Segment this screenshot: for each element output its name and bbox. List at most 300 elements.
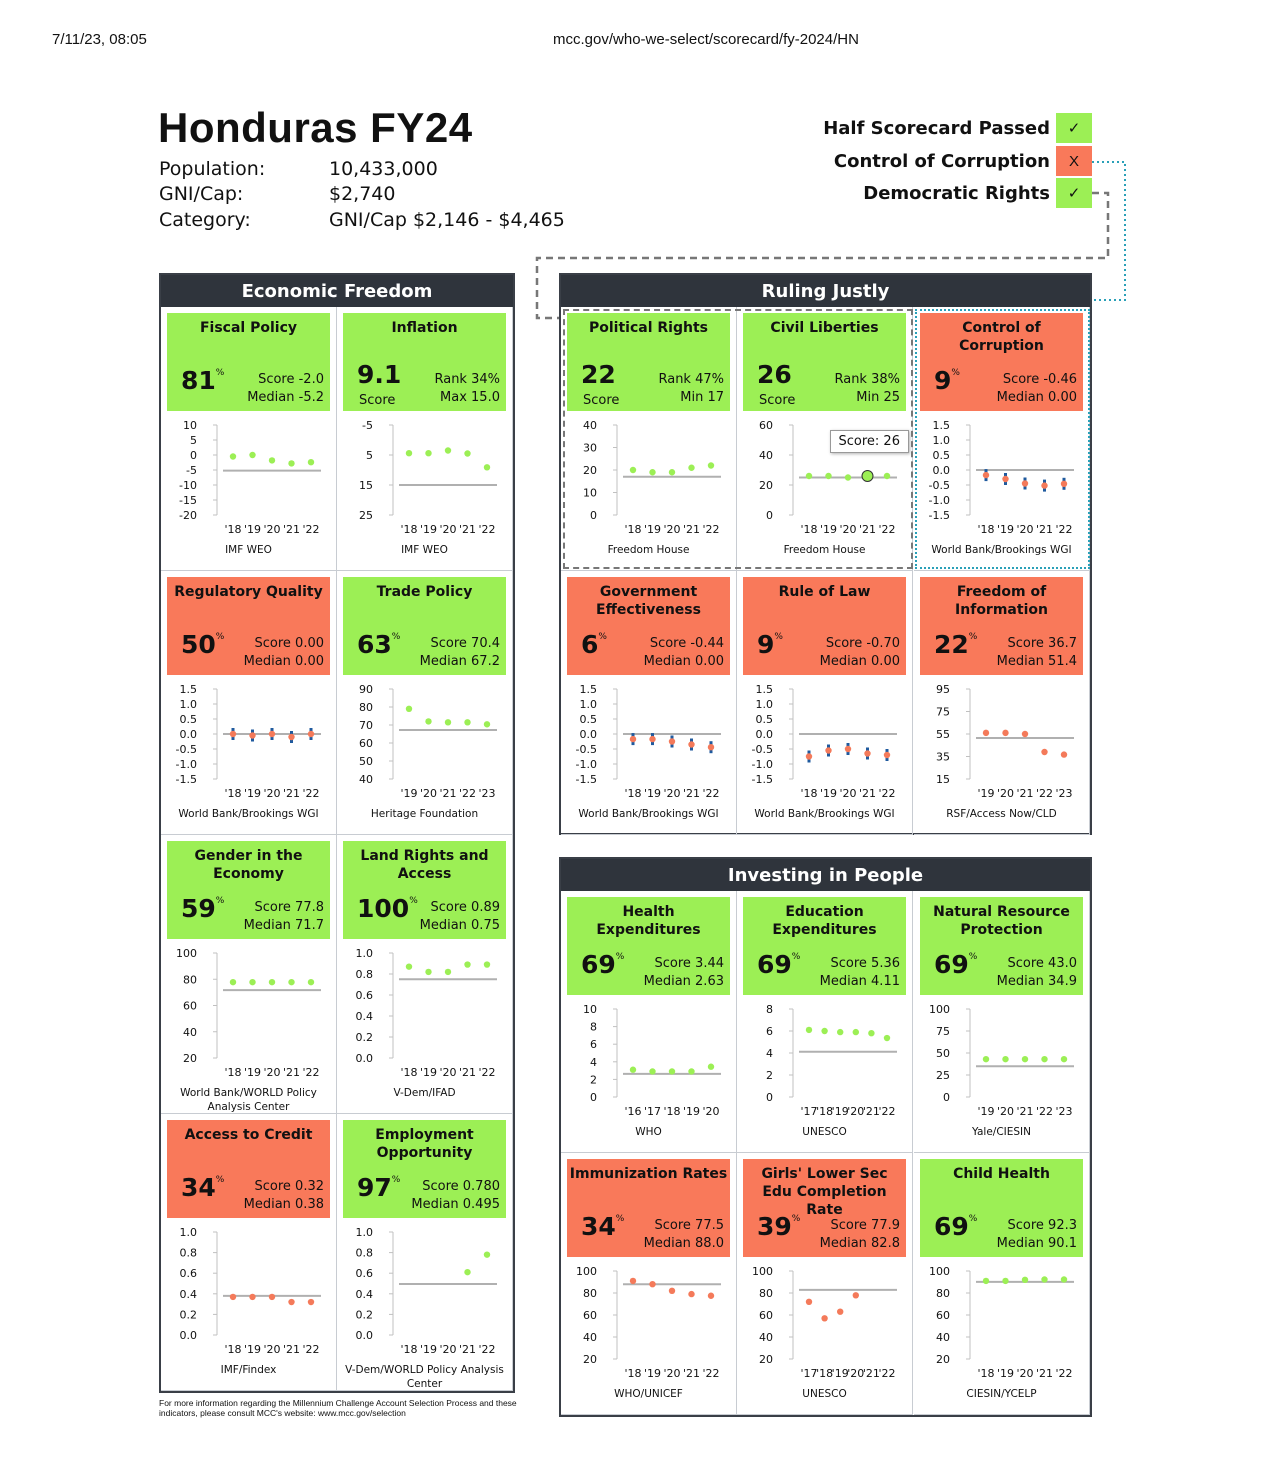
y-tick-label: 1.0 [179, 1226, 197, 1239]
x-tick-label: '19 [243, 1343, 262, 1356]
indicator-chart [914, 1001, 1090, 1119]
data-point [630, 467, 636, 473]
data-point [825, 747, 831, 753]
y-tick-label: 20 [583, 464, 597, 477]
x-tick-label: '22 [878, 523, 896, 536]
y-tick-label: -5 [362, 419, 373, 432]
x-tick-label: '19 [682, 1105, 701, 1118]
indicator-source: IMF/Findex [220, 1364, 277, 1376]
x-tick-label: '18 [400, 1343, 418, 1356]
indicator-card [343, 841, 506, 939]
indicator-median: Median 51.4 [996, 654, 1077, 669]
indicator-score: Score 3.44 [654, 956, 724, 971]
x-tick-label: '16 [624, 1105, 642, 1118]
indicator-score: Rank 38% [834, 372, 900, 387]
x-tick-label: '18 [816, 1367, 834, 1380]
data-point [425, 718, 431, 724]
x-tick-label: '18 [663, 1105, 681, 1118]
x-tick-label: '22 [702, 1367, 720, 1380]
x-tick-label: '22 [478, 1343, 496, 1356]
indicator-value: 69% [934, 950, 978, 979]
indicator-title: Employment Opportunity [375, 1127, 474, 1161]
data-point [484, 721, 490, 727]
x-tick-label: '22 [478, 523, 496, 536]
x-tick-label: '21 [862, 1367, 880, 1380]
indicator-title: Health Expenditures [596, 904, 701, 938]
x-tick-label: '21 [282, 523, 301, 536]
indicator-chart [161, 681, 337, 801]
check-icon: ✓ [1056, 113, 1092, 143]
y-tick-label: 20 [183, 1052, 197, 1065]
indicator-goveff[interactable] [561, 571, 737, 835]
indicator-card [920, 577, 1083, 675]
indicator-value: 9% [757, 630, 783, 659]
y-tick-label: 40 [583, 1331, 597, 1344]
pass-label: Half Scorecard Passed [823, 117, 1050, 139]
y-tick-label: -10 [179, 479, 197, 492]
print-date: 7/11/23, 08:05 [52, 31, 147, 48]
x-tick-label: '19 [643, 523, 662, 536]
indicator-median: Max 15.0 [440, 390, 500, 405]
data-point [649, 736, 655, 742]
indicator-score: Score 0.00 [254, 636, 324, 651]
indicator-source: WHO [635, 1126, 662, 1138]
x-tick-label: '23 [1055, 1105, 1073, 1118]
indicator-value: 50% [181, 630, 225, 659]
y-tick-label: 0.0 [179, 1329, 197, 1342]
gni-value: $2,740 [329, 183, 396, 205]
data-point [288, 460, 294, 466]
data-point [425, 450, 431, 456]
y-tick-label: 60 [759, 1309, 773, 1322]
data-point [630, 1067, 636, 1073]
indicator-card [343, 577, 506, 675]
data-point [649, 469, 655, 475]
indicator-card [920, 897, 1083, 995]
x-tick-label: '19 [243, 1066, 262, 1079]
x-tick-label: '18 [624, 1367, 642, 1380]
y-tick-label: 0 [590, 1091, 597, 1104]
x-tick-label: '21 [458, 523, 477, 536]
x-tick-label: '21 [862, 1105, 880, 1118]
indicator-score: Score -0.46 [1002, 372, 1077, 387]
data-point [884, 752, 890, 758]
indicator-title: Gender in the Economy [194, 848, 303, 882]
x-tick-label: '22 [1035, 787, 1054, 800]
indicator-regq[interactable] [161, 571, 337, 835]
y-tick-label: 90 [359, 683, 373, 696]
indicator-rulelaw[interactable] [737, 571, 913, 835]
y-tick-label: -1.5 [575, 773, 597, 786]
y-tick-label: 60 [183, 999, 197, 1013]
indicator-land[interactable] [337, 835, 513, 1114]
x-tick-label: '22 [302, 523, 320, 536]
data-point [464, 961, 470, 967]
y-tick-label: 60 [936, 1309, 950, 1322]
indicator-median: Median 67.2 [419, 654, 500, 669]
indicator-source: UNESCO [802, 1126, 847, 1138]
indicator-title: Education Expenditures [772, 904, 877, 938]
x-tick-label: '17 [800, 1367, 818, 1380]
indicator-value: 100% [357, 894, 418, 923]
indicator-source: World Bank/Brookings WGI [754, 808, 895, 820]
y-tick-label: 0 [590, 509, 597, 522]
data-point [688, 1291, 694, 1297]
indicator-card [167, 1120, 330, 1218]
y-tick-label: 60 [583, 1309, 597, 1322]
data-point [630, 736, 636, 742]
data-point [1061, 481, 1067, 487]
data-point-highlight [862, 471, 873, 482]
indicator-score: Score -0.70 [825, 636, 900, 651]
indicator-value: 69% [934, 1212, 978, 1241]
x-tick-label: '19 [977, 787, 995, 800]
data-point [230, 1294, 236, 1300]
indicator-credit[interactable] [161, 1114, 337, 1391]
y-tick-label: 1.0 [179, 698, 197, 711]
data-point [484, 1251, 490, 1257]
indicator-score: Score 77.9 [830, 1218, 900, 1233]
y-tick-label: 0 [766, 509, 773, 522]
indicator-chart [337, 1224, 513, 1357]
indicator-median: Median 0.495 [411, 1197, 500, 1212]
indicator-chart [914, 1263, 1090, 1381]
indicator-median: Median 0.38 [243, 1197, 324, 1212]
y-tick-label: 40 [183, 1025, 197, 1039]
indicator-median: Median 0.00 [819, 654, 900, 669]
x-tick-label: '19 [831, 1367, 849, 1380]
indicator-source: Freedom House [607, 544, 690, 556]
panel-title: Ruling Justly [561, 275, 1090, 307]
x-tick-label: '18 [800, 523, 818, 536]
indicator-score: Rank 47% [658, 372, 724, 387]
x-tick-label: '20 [1016, 523, 1034, 536]
indicator-median: Median 88.0 [643, 1236, 724, 1251]
x-tick-label: '19 [419, 523, 438, 536]
x-tick-label: '17 [643, 1105, 662, 1118]
indicator-card [920, 313, 1083, 411]
indicator-score: Rank 34% [434, 372, 500, 387]
indicator-score: Score 0.780 [422, 1179, 500, 1194]
y-tick-label: 1.5 [179, 683, 197, 696]
data-point [983, 730, 989, 736]
data-point [308, 459, 314, 465]
data-point [983, 1056, 989, 1062]
x-tick-label: '18 [816, 1105, 834, 1118]
data-point [983, 472, 989, 478]
x-tick-label: '20 [847, 1105, 865, 1118]
y-tick-label: 10 [583, 1003, 597, 1016]
indicator-source: World Bank/Brookings WGI [578, 808, 719, 820]
data-point [445, 447, 451, 453]
indicator-title: Land Rights and Access [360, 848, 489, 882]
y-tick-label: 0.2 [179, 1308, 197, 1322]
indicator-value: 69% [581, 950, 625, 979]
indicator-card [343, 1120, 506, 1218]
indicator-value: 34% [581, 1212, 625, 1241]
y-tick-label: 0.0 [579, 728, 597, 741]
y-tick-label: 0.0 [179, 728, 197, 741]
indicator-chart [737, 681, 913, 801]
chart-tooltip: Score: 26 [830, 430, 909, 453]
y-tick-label: 1.0 [755, 698, 773, 711]
x-tick-label: '21 [458, 1343, 477, 1356]
indicator-polrights[interactable] [561, 307, 737, 571]
indicator-freeinfo[interactable] [914, 571, 1090, 835]
y-tick-label: 0.5 [179, 713, 197, 726]
y-tick-label: 20 [936, 1353, 950, 1366]
indicator-title: Inflation [391, 320, 458, 336]
x-tick-label: '21 [682, 523, 701, 536]
x-tick-label: '20 [839, 787, 857, 800]
data-point [1002, 1278, 1008, 1284]
indicator-card [567, 1159, 730, 1257]
indicator-girls[interactable] [737, 1153, 913, 1415]
data-point [806, 1027, 812, 1033]
x-tick-label: '22 [702, 523, 720, 536]
x-tick-label: '18 [400, 523, 418, 536]
data-point [868, 1030, 874, 1036]
x-tick-label: '21 [439, 787, 457, 800]
gni-label: GNI/Cap: [159, 183, 244, 205]
x-tick-label: '18 [977, 1367, 995, 1380]
indicator-median: Median 0.00 [996, 390, 1077, 405]
indicator-card [567, 313, 730, 411]
data-point [825, 473, 831, 479]
y-tick-label: 0.4 [355, 1010, 373, 1023]
indicator-fiscal[interactable] [161, 307, 337, 571]
data-point [269, 979, 275, 985]
data-point [269, 731, 275, 737]
indicator-card [167, 841, 330, 939]
x-tick-label: '18 [224, 1343, 242, 1356]
x-tick-label: '19 [643, 1367, 662, 1380]
x-tick-label: '20 [839, 523, 857, 536]
indicator-chart [914, 681, 1090, 801]
x-tick-label: '22 [458, 787, 477, 800]
data-point [445, 719, 451, 725]
data-point [1061, 1276, 1067, 1282]
indicator-source: IMF WEO [225, 544, 272, 556]
data-point [630, 1278, 636, 1284]
y-tick-label: 0.2 [355, 1308, 373, 1322]
panel-title: Economic Freedom [161, 275, 513, 307]
data-point [1041, 482, 1047, 488]
x-tick-label: '22 [1055, 523, 1073, 536]
y-tick-label: 40 [936, 1331, 950, 1344]
data-point [1061, 1056, 1067, 1062]
indicator-chart [161, 417, 337, 537]
y-tick-label: 2 [590, 1073, 597, 1087]
y-tick-label: 0.0 [355, 1329, 373, 1342]
indicator-median: Median 2.63 [643, 974, 724, 989]
indicator-value: 34% [181, 1173, 225, 1202]
x-tick-label: '19 [243, 523, 262, 536]
y-tick-label: 20 [759, 479, 773, 492]
indicator-title: Civil Liberties [770, 320, 879, 336]
y-tick-label: 8 [766, 1003, 773, 1016]
indicator-title: Freedom of Information [955, 584, 1048, 618]
x-tick-label: '21 [682, 787, 701, 800]
x-tick-label: '19 [996, 523, 1015, 536]
indicator-source: IMF WEO [401, 544, 448, 556]
panel-title: Investing in People [561, 859, 1090, 891]
x-tick-label: '21 [1016, 787, 1034, 800]
data-point [1041, 749, 1047, 755]
indicator-median: Median 82.8 [819, 1236, 900, 1251]
y-tick-label: 5 [366, 449, 373, 462]
indicator-health[interactable] [561, 891, 737, 1153]
x-tick-label: '19 [819, 523, 838, 536]
data-point [249, 1294, 255, 1300]
y-tick-label: 0.0 [355, 1052, 373, 1065]
indicator-child[interactable] [914, 1153, 1090, 1415]
y-tick-label: 0.6 [355, 1267, 373, 1281]
check-icon: ✓ [1056, 178, 1092, 208]
indicator-median: Median 34.9 [996, 974, 1077, 989]
x-tick-label: '18 [224, 1066, 242, 1079]
data-point [288, 1299, 294, 1305]
indicator-employ[interactable] [337, 1114, 513, 1391]
indicator-gender[interactable] [161, 835, 337, 1114]
indicator-chart [337, 417, 513, 537]
y-tick-label: 80 [359, 701, 373, 714]
indicator-corruption[interactable] [914, 307, 1090, 571]
data-point [406, 450, 412, 456]
y-tick-label: 6 [766, 1025, 773, 1038]
pass-label: Democratic Rights [863, 182, 1050, 204]
x-tick-label: '21 [458, 1066, 477, 1079]
x-tick-label: '22 [302, 1343, 320, 1356]
indicator-natres[interactable] [914, 891, 1090, 1153]
indicator-value: 22% [934, 630, 978, 659]
indicator-title: Natural Resource Protection [933, 904, 1070, 938]
indicator-score: Score 43.0 [1007, 956, 1077, 971]
data-point [425, 969, 431, 975]
data-point [1022, 1056, 1028, 1062]
y-tick-label: 10 [183, 419, 197, 432]
indicator-card [743, 577, 906, 675]
data-point [269, 457, 275, 463]
indicator-title: Control of Corruption [959, 320, 1044, 354]
y-tick-label: 15 [359, 479, 373, 492]
data-point [1002, 476, 1008, 482]
indicator-title: Trade Policy [376, 584, 473, 600]
indicator-immun[interactable] [561, 1153, 737, 1415]
y-tick-label: 4 [590, 1055, 597, 1069]
x-tick-label: '22 [878, 787, 896, 800]
value-caption: Score [759, 393, 796, 408]
data-point [884, 1035, 890, 1041]
indicator-edu[interactable] [737, 891, 913, 1153]
data-point [249, 452, 255, 458]
y-tick-label: 0.5 [579, 713, 597, 726]
data-point [464, 1269, 470, 1275]
y-tick-label: 1.5 [755, 683, 773, 696]
panel-economic-freedom [159, 273, 515, 1393]
data-point [884, 473, 890, 479]
indicator-source: World Bank/Brookings WGI [931, 544, 1072, 556]
data-point [806, 473, 812, 479]
y-tick-label: -15 [179, 494, 197, 507]
indicator-median: Median 0.00 [243, 654, 324, 669]
y-tick-label: 35 [936, 750, 950, 764]
indicator-chart [914, 417, 1090, 537]
y-tick-label: -1.5 [751, 773, 773, 786]
y-tick-label: 25 [359, 509, 373, 522]
pass-label: Control of Corruption [833, 150, 1050, 172]
indicator-value: 9% [934, 366, 960, 395]
indicator-median: Min 25 [856, 390, 900, 405]
y-tick-label: -5 [186, 464, 197, 477]
y-tick-label: 100 [576, 1265, 597, 1278]
data-point [406, 706, 412, 712]
x-tick-label: '21 [1035, 1367, 1054, 1380]
data-point [308, 731, 314, 737]
y-tick-label: 0.0 [755, 728, 773, 741]
data-point [406, 963, 412, 969]
data-point [288, 979, 294, 985]
y-tick-label: 60 [359, 737, 373, 750]
category-label: Category: [159, 209, 251, 231]
data-point [708, 744, 714, 750]
x-tick-label: '19 [419, 1066, 438, 1079]
data-point [1041, 1056, 1047, 1062]
indicator-score: Score 36.7 [1007, 636, 1077, 651]
indicator-title: Child Health [953, 1166, 1050, 1182]
indicator-score: Score -0.44 [649, 636, 724, 651]
page-url[interactable]: mcc.gov/who-we-select/scorecard/fy-2024/HN [553, 31, 859, 48]
x-tick-label: '21 [858, 787, 877, 800]
x-tick-label: '20 [847, 1367, 865, 1380]
y-tick-label: 0.5 [932, 449, 950, 462]
x-tick-label: '20 [663, 787, 681, 800]
x-tick-label: '21 [282, 787, 301, 800]
y-tick-label: 1.5 [932, 419, 950, 432]
data-point [821, 1315, 827, 1321]
x-tick-label: '20 [439, 1066, 457, 1079]
x-tick-label: '17 [800, 1105, 818, 1118]
y-tick-label: 0 [190, 449, 197, 462]
y-tick-label: 1.0 [932, 434, 950, 447]
indicator-score: Score -2.0 [258, 372, 324, 387]
indicator-inflation[interactable] [337, 307, 513, 571]
indicator-card [743, 313, 906, 411]
data-point [288, 734, 294, 740]
y-tick-label: 6 [590, 1038, 597, 1052]
indicator-trade[interactable] [337, 571, 513, 835]
panel-ruling-justly [559, 273, 1092, 835]
indicator-source: World Bank/WORLD Policy Analysis Center [180, 1087, 317, 1113]
indicator-score: Score 77.8 [254, 900, 324, 915]
indicator-source: V-Dem/WORLD Policy Analysis Center [345, 1364, 504, 1390]
x-tick-label: '19 [243, 787, 262, 800]
indicator-card [167, 313, 330, 411]
data-point [688, 465, 694, 471]
value-caption: Score [359, 393, 396, 408]
y-tick-label: 80 [183, 973, 197, 987]
y-tick-label: 5 [190, 434, 197, 447]
y-tick-label: 0.8 [179, 1246, 197, 1260]
indicator-chart [561, 417, 737, 537]
indicator-civlib[interactable] [737, 307, 913, 571]
data-point [308, 979, 314, 985]
indicator-title: Regulatory Quality [174, 584, 323, 600]
data-point [845, 746, 851, 752]
y-tick-label: 15 [936, 773, 950, 786]
data-point [230, 979, 236, 985]
x-tick-label: '18 [800, 787, 818, 800]
